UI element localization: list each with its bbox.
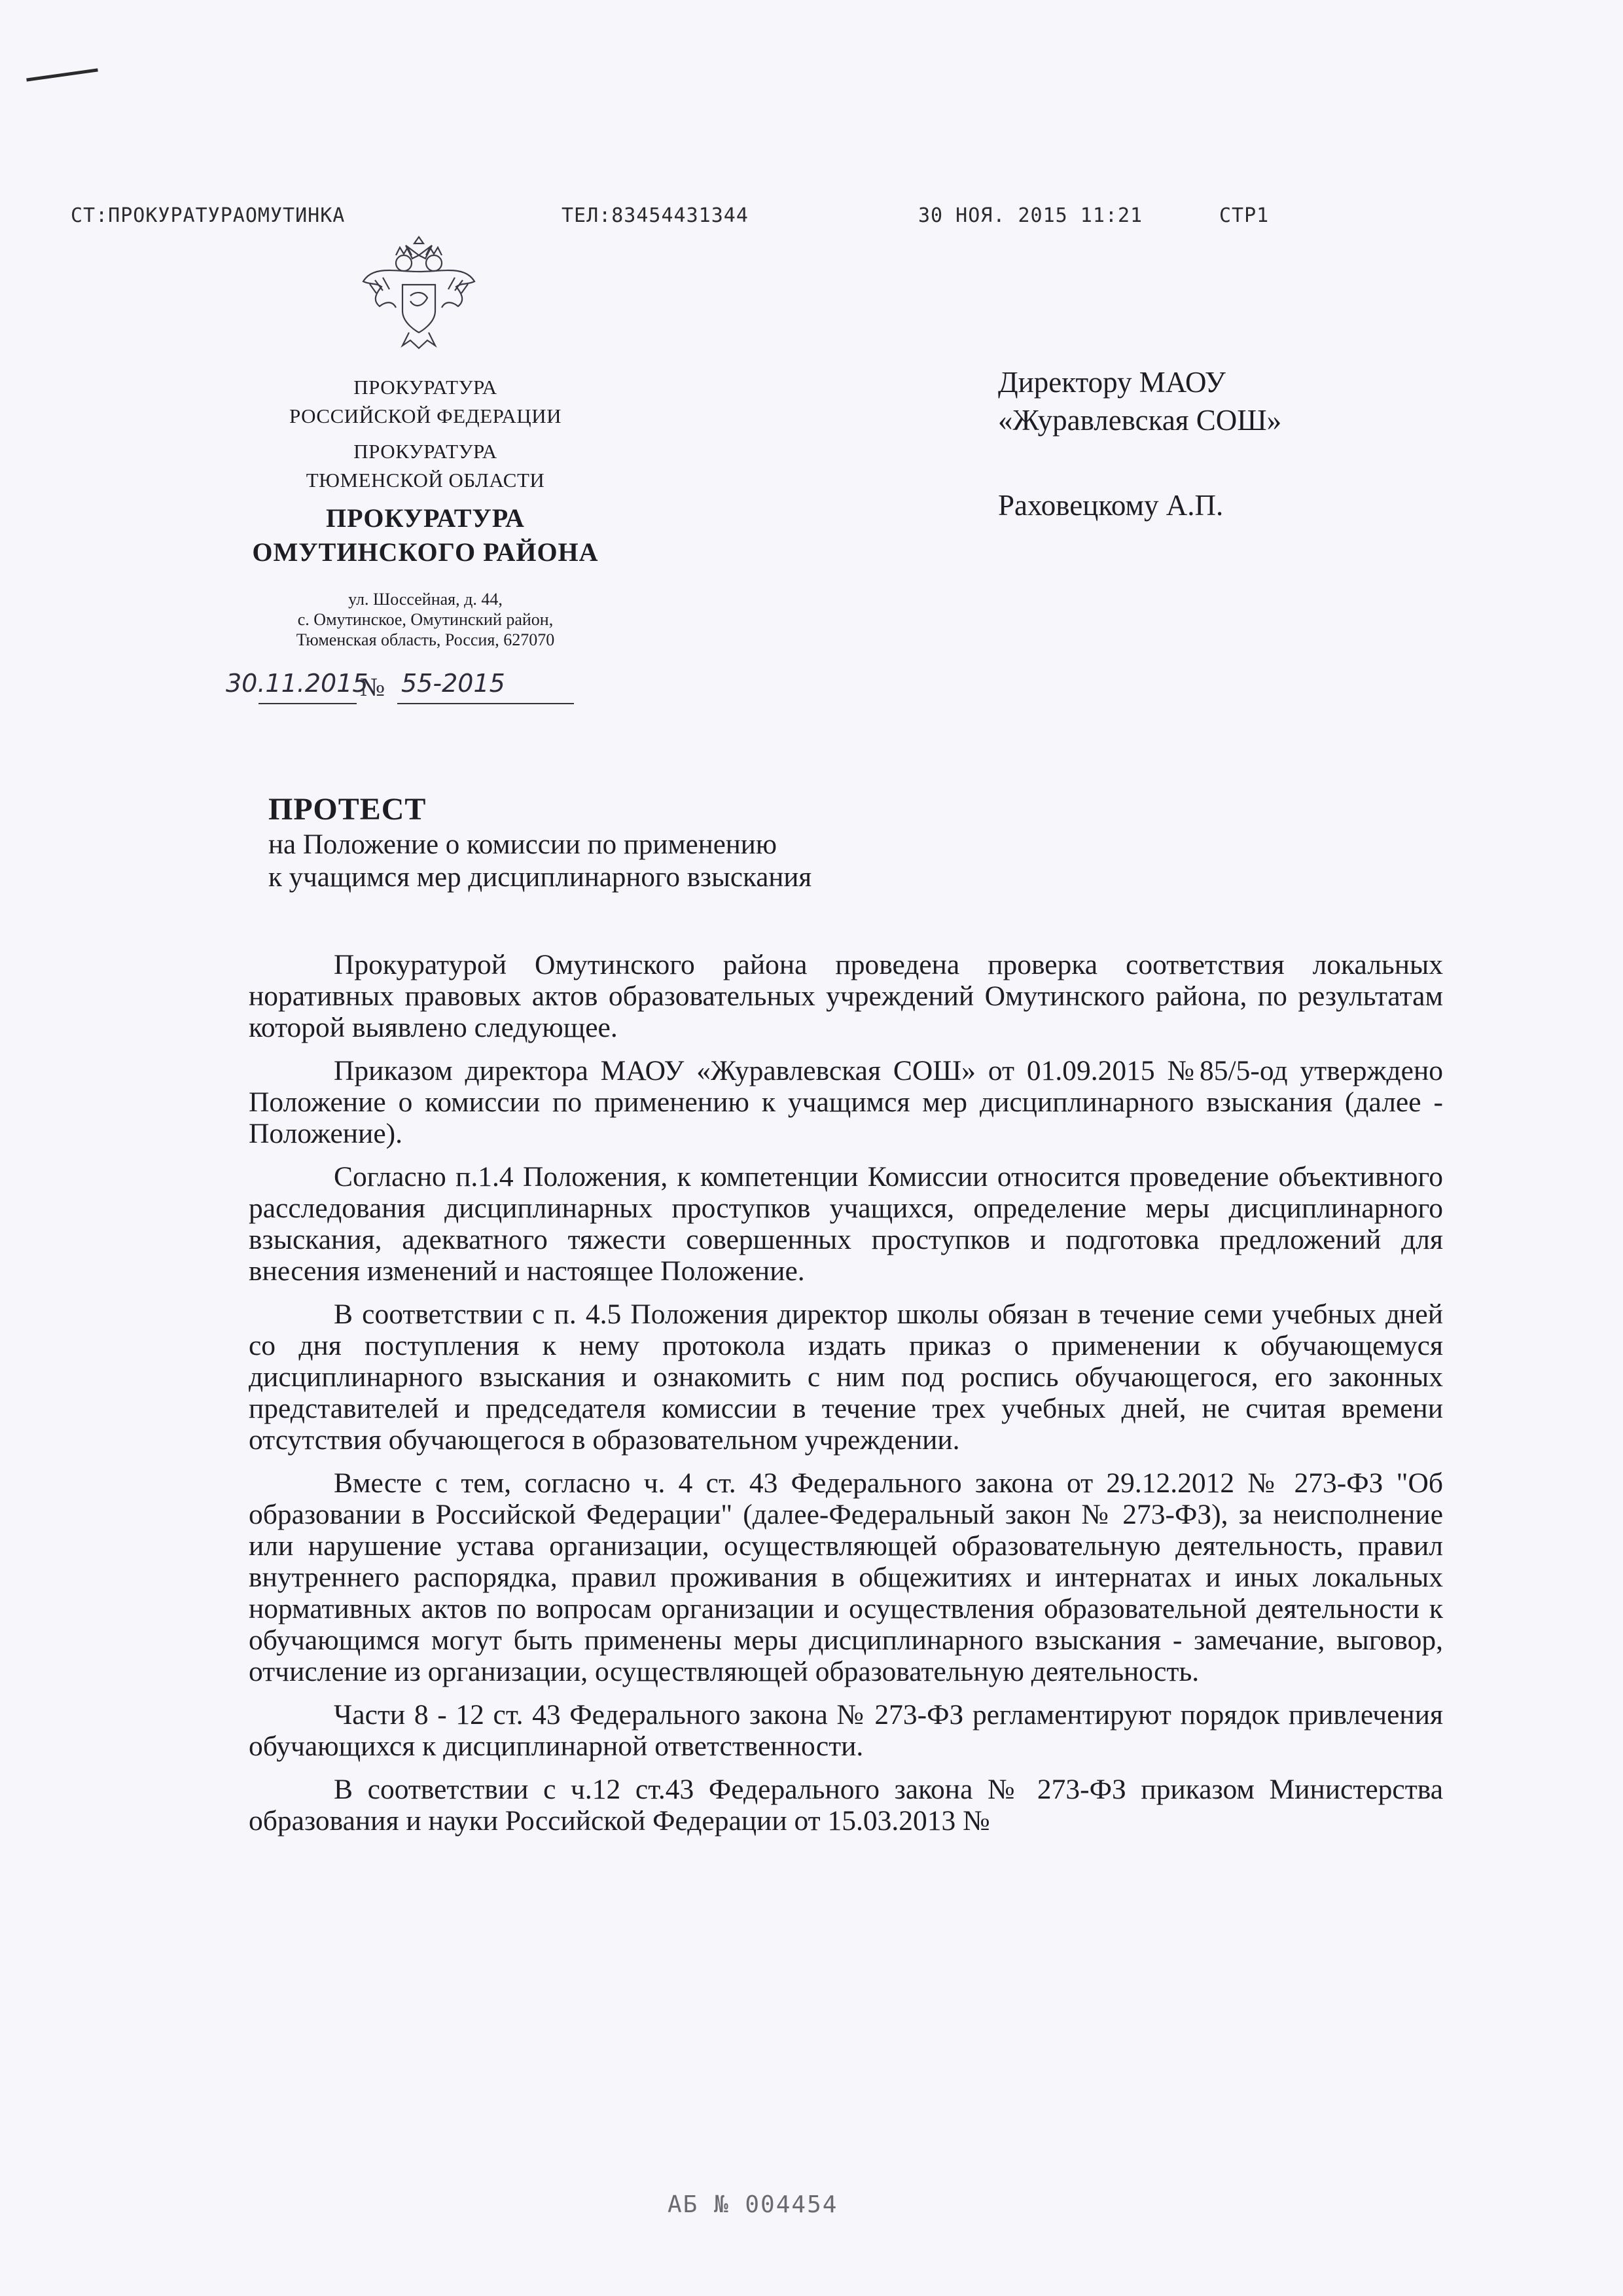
paragraph-6: Части 8 - 12 ст. 43 Федерального закона № 273-ФЗ регламентируют порядок привлечения обучающихся к дисциплинарной ответственности. xyxy=(249,1699,1443,1762)
sender-line-3: ПРОКУРАТУРА xyxy=(353,440,497,463)
document-title-block xyxy=(268,791,1054,894)
corner-scan-mark xyxy=(26,68,98,81)
fax-phone: ТЕЛ:83454431344 xyxy=(562,204,749,227)
addressee-line-2: «Журавлевская СОШ» xyxy=(998,404,1282,437)
outgoing-number: 55-2015 xyxy=(401,669,505,698)
paragraph-5: Вместе с тем, согласно ч. 4 ст. 43 Федерального закона от 29.12.2012 № 273-ФЗ "Об образовании в Российской Федерации" (далее-Федеральный закон № 273-ФЗ), за неисполнение или нарушение устава организации, осуществляющей образовательную деятельность, правил внутреннего распорядка, правил проживания в общежитиях и интернатах и иных локальных нормативных актов по вопросам организации и осуществления образовательной деятельности к обучающимся могут быть применены меры дисциплинарного взыскания - замечание, выговор, отчисление из организации, осуществляющей образовательную деятельность. xyxy=(249,1467,1443,1687)
document-subtitle-1: на Положение о комиссии по применению xyxy=(268,829,777,860)
outgoing-number-label: № xyxy=(360,672,385,702)
sender-address-1: ул. Шоссейная, д. 44, xyxy=(348,590,503,609)
number-underline xyxy=(397,703,574,704)
outgoing-number-block xyxy=(226,666,592,712)
sender-line-1: ПРОКУРАТУРА xyxy=(353,376,497,399)
paragraph-2: Приказом директора МАОУ «Журавлевская СОШ» от 01.09.2015 №85/5-од утверждено Положение о комиссии по применению к учащимся мер дисциплинарного взыскания (далее - Положение). xyxy=(249,1055,1443,1149)
sender-line-2: РОССИЙСКОЙ ФЕДЕРАЦИИ xyxy=(289,404,562,427)
paragraph-7: В соответствии с ч.12 ст.43 Федерального закона № 273-ФЗ приказом Министерства образования и науки Российской Федерации от 15.03.2013 № xyxy=(249,1774,1443,1837)
date-underline xyxy=(259,703,357,704)
paragraph-3: Согласно п.1.4 Положения, к компетенции Комиссии относится проведение объективного расследования дисциплинарных проступков учащихся, определение меры дисциплинарного взыскания, адекватного тяжести совершенных проступков и подготовка предложений для внесения изменений и настоящее Положение. xyxy=(249,1161,1443,1287)
addressee-line-3: Раховецкому А.П. xyxy=(998,489,1224,522)
sender-line-5: ПРОКУРАТУРА xyxy=(326,503,525,533)
sender-address-3: Тюменская область, Россия, 627070 xyxy=(296,630,555,649)
coat-of-arms-emblem xyxy=(357,236,481,353)
sender-block xyxy=(229,373,622,650)
fax-datetime: 30 НОЯ. 2015 11:21 xyxy=(918,204,1143,227)
fax-page-number: СТР1 xyxy=(1219,204,1270,227)
sender-line-4: ТЮМЕНСКОЙ ОБЛАСТИ xyxy=(306,469,545,492)
document-subtitle-2: к учащимся мер дисциплинарного взыскания xyxy=(268,862,812,893)
addressee-block xyxy=(998,363,1456,524)
paragraph-4: В соответствии с п. 4.5 Положения директор школы обязан в течение семи учебных дней со дня поступления к нему протокола издать приказ о применении к обучающемуся дисциплинарного взыскания и ознакомить с ним под роспись обучающегося, его законных представителей и председателя комиссии в течение трех учебных дней, не считая времени отсутствия обучающегося в образовательном учреждении. xyxy=(249,1299,1443,1456)
document-title: ПРОТЕСТ xyxy=(268,792,427,827)
document-body xyxy=(249,949,1443,1848)
outgoing-date: 30.11.2015 xyxy=(226,669,368,698)
fax-header xyxy=(71,204,1510,237)
fax-sender: СТ:ПРОКУРАТУРАОМУТИНКА xyxy=(71,204,346,227)
sender-address-2: с. Омутинское, Омутинский район, xyxy=(297,610,554,629)
addressee-line-1: Директору МАОУ xyxy=(998,366,1226,399)
form-serial-number: АБ № 004454 xyxy=(668,2191,838,2218)
paragraph-1: Прокуратурой Омутинского района проведена проверка соответствия локальных норативных правовых актов образовательных учреждений Омутинского района, по результатам которой выявлено следующее. xyxy=(249,949,1443,1043)
sender-line-6: ОМУТИНСКОГО РАЙОНА xyxy=(252,537,599,567)
